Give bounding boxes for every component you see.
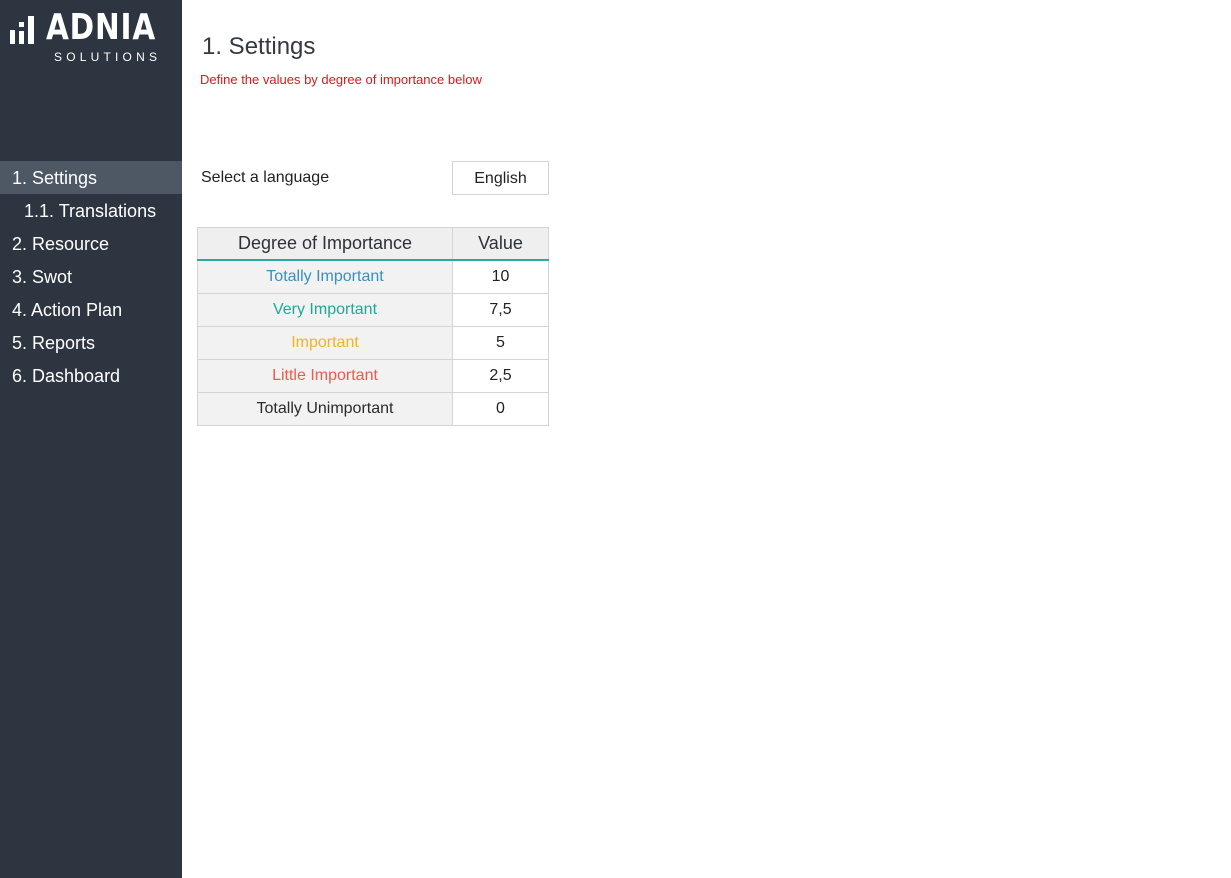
- degree-cell: Totally Unimportant: [198, 393, 453, 426]
- logo-wordmark: ADNIA: [46, 7, 156, 48]
- table-row: [198, 393, 549, 426]
- table-row: [198, 294, 549, 327]
- sidebar-item-dashboard[interactable]: 6. Dashboard: [12, 366, 121, 386]
- logo-mark-icon: [10, 14, 44, 44]
- table-row: [198, 260, 549, 294]
- importance-table: [197, 227, 549, 426]
- table-header-row: [198, 228, 549, 261]
- sidebar-item-reports[interactable]: 5. Reports: [12, 333, 96, 353]
- language-label: Select a language: [201, 169, 330, 186]
- degree-cell: Little Important: [198, 360, 453, 393]
- degree-cell: Totally Important: [198, 260, 453, 294]
- value-cell[interactable]: 2,5: [453, 360, 549, 393]
- degree-cell: Important: [198, 327, 453, 360]
- column-header-degree: Degree of Importance: [198, 228, 453, 261]
- sidebar: [0, 0, 182, 878]
- sidebar-item-swot[interactable]: 3. Swot: [12, 267, 73, 287]
- logo-tagline: SOLUTIONS: [54, 50, 162, 64]
- value-cell[interactable]: 0: [453, 393, 549, 426]
- page-subtitle: Define the values by degree of importance below: [200, 72, 482, 87]
- page-title: 1. Settings: [202, 33, 316, 60]
- sidebar-nav: [0, 161, 182, 392]
- sidebar-item-translations[interactable]: 1.1. Translations: [24, 201, 157, 221]
- sidebar-item-settings[interactable]: 1. Settings: [0, 161, 182, 194]
- sidebar-item-action-plan[interactable]: 4. Action Plan: [12, 300, 123, 320]
- table-row: [198, 327, 549, 360]
- degree-cell: Very Important: [198, 294, 453, 327]
- table-row: [198, 360, 549, 393]
- value-cell[interactable]: 7,5: [453, 294, 549, 327]
- value-cell[interactable]: 5: [453, 327, 549, 360]
- column-header-value: Value: [453, 228, 549, 261]
- language-select[interactable]: English: [452, 161, 549, 195]
- value-cell[interactable]: 10: [453, 260, 549, 294]
- sidebar-item-resource[interactable]: 2. Resource: [12, 234, 110, 254]
- adnia-logo: [10, 7, 170, 72]
